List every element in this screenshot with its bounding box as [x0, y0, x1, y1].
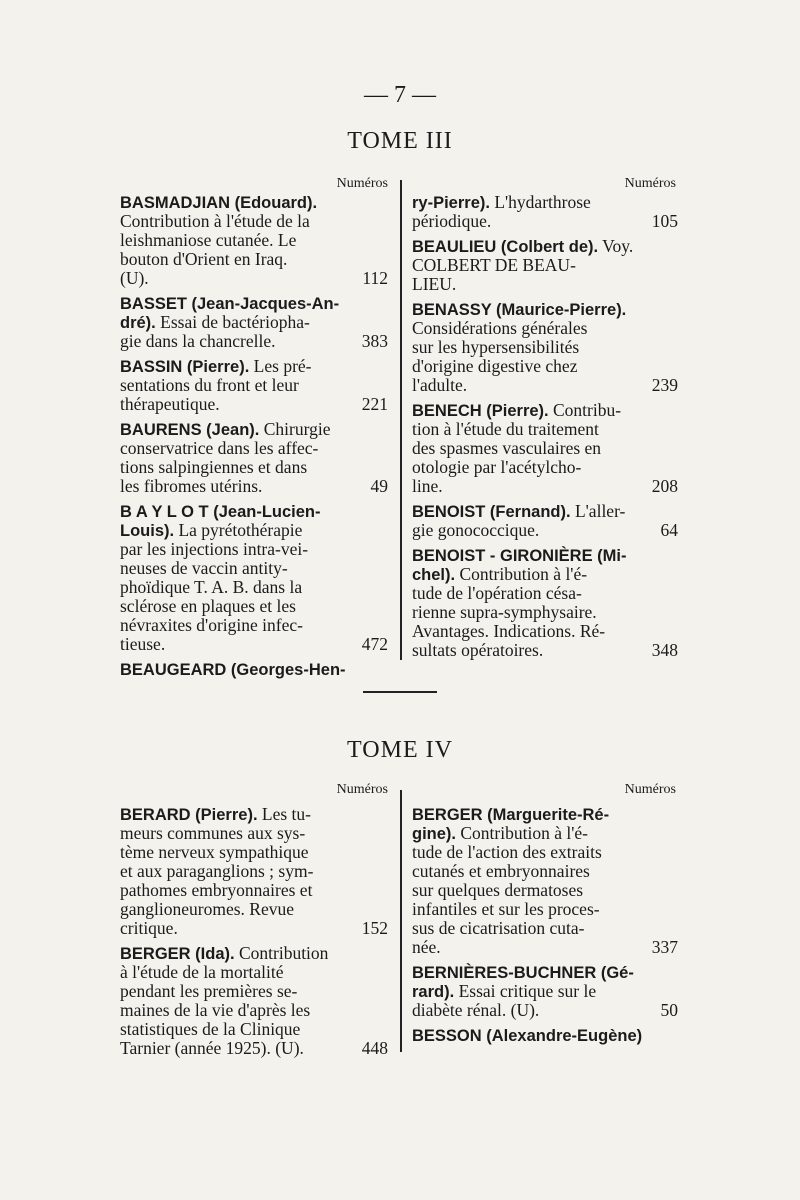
- thesis-number: 383: [361, 331, 388, 351]
- entry-line: [120, 313, 388, 332]
- thesis-number: 112: [362, 268, 388, 288]
- entry-text: LIEU.: [412, 274, 457, 294]
- entry-line-text: [412, 337, 579, 357]
- thesis-number: 50: [660, 1000, 678, 1020]
- entry-line: [120, 420, 388, 439]
- thesis-number: 221: [361, 394, 388, 414]
- entry-text: thérapeutique.: [120, 394, 220, 414]
- entry-text: sultats opératoires.: [412, 640, 544, 660]
- entry-line: [412, 805, 678, 824]
- entry-line: [412, 938, 678, 957]
- entry-text: Avantages. Indications. Ré-: [412, 621, 606, 641]
- thesis-number: 472: [361, 634, 388, 654]
- entry-text: Les pré-: [249, 356, 312, 376]
- entry-line: [412, 622, 678, 641]
- entry-line: [412, 919, 678, 938]
- entry-line-text: [120, 375, 299, 395]
- entry-line-text: [120, 943, 328, 963]
- entry-text: conservatrice dans les affec-: [120, 438, 319, 458]
- author-name: BERNIÈRES-BUCHNER (Gé-: [412, 964, 634, 982]
- entry-line-text: [412, 545, 627, 565]
- page-number: — 7 —: [364, 82, 436, 108]
- entry-line-text: [120, 312, 310, 332]
- section-divider: [363, 691, 437, 693]
- entry-line-text: [120, 899, 294, 919]
- entry-line-text: [120, 842, 309, 862]
- entry-line: [120, 1001, 388, 1020]
- entry-line-text: [120, 539, 308, 559]
- entry-line: [412, 1026, 678, 1045]
- entry-line-text: [412, 981, 596, 1001]
- entry-line: [120, 231, 388, 250]
- entry-text: critique.: [120, 918, 178, 938]
- entry-line: [120, 635, 388, 654]
- entry-line-text: [120, 615, 303, 635]
- entry-line: [120, 269, 388, 288]
- entry-text: et aux paraganglions ; sym-: [120, 861, 314, 881]
- entry-line: [120, 1039, 388, 1058]
- entry-line-text: [120, 476, 262, 496]
- entry-line: [120, 332, 388, 351]
- entry-text: bouton d'Orient en Iraq.: [120, 249, 288, 269]
- entry-line-text: [412, 583, 582, 603]
- entry-text: sur quelques dermatoses: [412, 880, 584, 900]
- entry-line: [412, 193, 678, 212]
- thesis-number: 239: [651, 375, 678, 395]
- entry-line: [412, 256, 678, 275]
- entry-line: [120, 521, 388, 540]
- index-entry: [412, 300, 678, 395]
- index-entry: [120, 502, 388, 654]
- entry-line-text: [412, 211, 491, 231]
- entry-line: [412, 641, 678, 660]
- entry-line: [412, 237, 678, 256]
- index-entry: [412, 963, 678, 1020]
- entry-text: tude de l'opération césa-: [412, 583, 582, 603]
- entry-line: [412, 477, 678, 496]
- entry-line-text: [120, 211, 310, 231]
- entry-line-text: [412, 520, 539, 540]
- author-name: chel).: [412, 566, 456, 584]
- tome3-column-divider: [400, 180, 402, 660]
- entry-text: L'aller-: [570, 501, 626, 521]
- entry-line-text: [120, 880, 312, 900]
- index-entry: [412, 805, 678, 957]
- author-name: BEAUGEARD (Georges-Hen-: [120, 661, 346, 679]
- entry-line-text: [412, 564, 587, 584]
- entry-line-text: [120, 249, 287, 269]
- entry-line-text: [120, 293, 339, 313]
- entry-text: Essai de bactériopha-: [155, 312, 310, 332]
- index-entry: [120, 805, 388, 938]
- author-name: B A Y L O T (Jean-Lucien-: [120, 503, 321, 521]
- author-name: BASSIN (Pierre).: [120, 358, 250, 376]
- entry-line-text: [120, 192, 317, 212]
- author-name: dré).: [120, 314, 156, 332]
- entry-line: [412, 357, 678, 376]
- entry-line-text: [412, 476, 443, 496]
- author-name: BERGER (Ida).: [120, 945, 235, 963]
- entry-line-text: [120, 520, 302, 540]
- entry-line-text: [120, 438, 318, 458]
- index-entry: [120, 357, 388, 414]
- thesis-number: 208: [651, 476, 678, 496]
- entry-line: [412, 603, 678, 622]
- thesis-number: 348: [651, 640, 678, 660]
- entry-text: Les tu-: [257, 804, 311, 824]
- entry-line-text: [120, 558, 288, 578]
- entry-text: les fibromes utérins.: [120, 476, 263, 496]
- entry-text: Contribution à l'é-: [456, 823, 588, 843]
- entry-line: [120, 805, 388, 824]
- entry-line-text: [412, 1025, 642, 1045]
- entry-line: [412, 521, 678, 540]
- entry-line: [120, 900, 388, 919]
- thesis-number: 448: [361, 1038, 388, 1058]
- entry-text: (U).: [120, 268, 149, 288]
- entry-line-text: [120, 596, 296, 616]
- entry-line-text: [412, 501, 625, 521]
- index-entry: [412, 1026, 678, 1045]
- index-entry: [412, 502, 678, 540]
- entry-line-text: [412, 937, 441, 957]
- entry-text: pathomes embryonnaires et: [120, 880, 313, 900]
- entry-line-text: [412, 255, 576, 275]
- entry-line-text: [120, 823, 305, 843]
- entry-line-text: [412, 419, 599, 439]
- entry-text: des spasmes vasculaires en: [412, 438, 602, 458]
- entry-line-text: [412, 621, 605, 641]
- entry-text: meurs communes aux sys-: [120, 823, 306, 843]
- entry-line: [120, 559, 388, 578]
- entry-text: Contribution: [234, 943, 329, 963]
- entry-line: [412, 900, 678, 919]
- entry-line: [412, 420, 678, 439]
- entry-text: tion à l'étude du traitement: [412, 419, 599, 439]
- entry-text: tème nerveux sympathique: [120, 842, 309, 862]
- index-entry: [120, 420, 388, 496]
- tome3-right-numeros-header: Numéros: [624, 176, 676, 191]
- author-name: BENOIST - GIRONIÈRE (Mi-: [412, 547, 627, 565]
- entry-line-text: [412, 861, 590, 881]
- entry-text: COLBERT DE BEAU-: [412, 255, 576, 275]
- entry-line: [412, 502, 678, 521]
- entry-text: tieuse.: [120, 634, 166, 654]
- entry-text: sentations du front et leur: [120, 375, 299, 395]
- entry-line-text: [120, 356, 312, 376]
- entry-text: d'origine digestive chez: [412, 356, 578, 376]
- entry-line: [120, 395, 388, 414]
- entry-line: [120, 919, 388, 938]
- entry-line: [412, 824, 678, 843]
- author-name: gine).: [412, 825, 456, 843]
- entry-text: phoïdique T. A. B. dans la: [120, 577, 303, 597]
- entry-line: [412, 439, 678, 458]
- entry-text: otologie par l'acétylcho-: [412, 457, 582, 477]
- entry-line-text: [412, 274, 456, 294]
- entry-line: [120, 616, 388, 635]
- entry-line-text: [120, 918, 178, 938]
- entry-line: [120, 439, 388, 458]
- entry-line-text: [120, 394, 220, 414]
- entry-line: [412, 458, 678, 477]
- tome4-left-numeros-header: Numéros: [336, 782, 388, 797]
- entry-line: [412, 300, 678, 319]
- entry-line-text: [120, 861, 313, 881]
- entry-text: sur les hypersensibilités: [412, 337, 580, 357]
- entry-line: [120, 477, 388, 496]
- entry-line-text: [412, 457, 581, 477]
- entry-line: [120, 963, 388, 982]
- entry-line-text: [120, 419, 331, 439]
- entry-line: [412, 546, 678, 565]
- entry-line: [120, 597, 388, 616]
- thesis-number: 49: [370, 476, 388, 496]
- entry-line: [412, 338, 678, 357]
- entry-line-text: [412, 962, 634, 982]
- entry-line: [120, 502, 388, 521]
- entry-line: [120, 193, 388, 212]
- entry-line: [120, 1020, 388, 1039]
- entry-line-text: [120, 457, 307, 477]
- thesis-number: 105: [651, 211, 678, 231]
- author-name: rard).: [412, 983, 455, 1001]
- entry-line-text: [120, 634, 165, 654]
- entry-line-text: [120, 1038, 304, 1058]
- author-name: BENASSY (Maurice-Pierre).: [412, 301, 627, 319]
- entry-line-text: [412, 823, 588, 843]
- entry-line-text: [412, 400, 621, 420]
- entry-text: La pyrétothérapie: [174, 520, 303, 540]
- entry-line: [120, 578, 388, 597]
- entry-text: tude de l'action des extraits: [412, 842, 602, 862]
- entry-line-text: [120, 962, 284, 982]
- author-name: BERARD (Pierre).: [120, 806, 258, 824]
- entry-text: Essai critique sur le: [454, 981, 597, 1001]
- entry-line: [120, 357, 388, 376]
- entry-line-text: [120, 331, 275, 351]
- entry-line-text: [412, 318, 587, 338]
- entry-line: [120, 843, 388, 862]
- entry-line: [412, 212, 678, 231]
- index-entry: [412, 401, 678, 496]
- entry-text: l'adulte.: [412, 375, 468, 395]
- entry-line: [412, 843, 678, 862]
- entry-line-text: [412, 299, 626, 319]
- entry-text: sclérose en plaques et les: [120, 596, 296, 616]
- tome-iii-title: TOME III: [347, 128, 453, 154]
- entry-text: neuses de vaccin antity-: [120, 558, 288, 578]
- entry-line: [120, 376, 388, 395]
- entry-line: [120, 944, 388, 963]
- entry-text: Contribution à l'étude de la: [120, 211, 310, 231]
- author-name: BASMADJIAN (Edouard).: [120, 194, 318, 212]
- index-entry: [412, 193, 678, 231]
- author-name: BASSET (Jean-Jacques-An-: [120, 295, 340, 313]
- tome4-right-numeros-header: Numéros: [624, 782, 676, 797]
- thesis-number: 64: [660, 520, 678, 540]
- author-name: Louis).: [120, 522, 175, 540]
- entry-line: [120, 212, 388, 231]
- entry-line-text: [412, 602, 597, 622]
- entry-line: [120, 458, 388, 477]
- index-entry: [120, 944, 388, 1058]
- entry-text: Tarnier (année 1925). (U).: [120, 1038, 304, 1058]
- entry-line: [120, 294, 388, 313]
- entry-text: Contribu-: [548, 400, 622, 420]
- entry-line: [412, 1001, 678, 1020]
- author-name: BENECH (Pierre).: [412, 402, 549, 420]
- entry-text: Chirurgie: [259, 419, 331, 439]
- entry-line: [412, 319, 678, 338]
- entry-line: [412, 401, 678, 420]
- entry-text: L'hydarthrose: [489, 192, 591, 212]
- tome-iv-title: TOME IV: [347, 737, 453, 763]
- author-name: BEAULIEU (Colbert de).: [412, 238, 599, 256]
- entry-line-text: [412, 804, 609, 824]
- entry-text: infantiles et sur les proces-: [412, 899, 600, 919]
- entry-line-text: [412, 236, 633, 256]
- entry-line-text: [120, 659, 346, 679]
- entry-line: [412, 565, 678, 584]
- entry-line-text: [412, 899, 600, 919]
- entry-text: ganglioneuromes. Revue: [120, 899, 294, 919]
- index-entry: [120, 193, 388, 288]
- entry-line-text: [120, 501, 320, 521]
- entry-line-text: [120, 1000, 310, 1020]
- thesis-number: 152: [361, 918, 388, 938]
- entry-line-text: [412, 192, 591, 212]
- entry-line-text: [412, 375, 467, 395]
- entry-line-text: [412, 880, 583, 900]
- entry-text: née.: [412, 937, 441, 957]
- entry-text: leishmaniose cutanée. Le: [120, 230, 297, 250]
- entry-line: [120, 881, 388, 900]
- entry-text: rienne supra-symphysaire.: [412, 602, 597, 622]
- entry-text: périodique.: [412, 211, 492, 231]
- entry-line-text: [120, 1019, 300, 1039]
- entry-line: [412, 963, 678, 982]
- entry-line: [412, 862, 678, 881]
- entry-line: [412, 584, 678, 603]
- entry-line-text: [412, 1000, 539, 1020]
- entry-line: [120, 824, 388, 843]
- entry-line-text: [412, 918, 585, 938]
- entry-line: [412, 376, 678, 395]
- entry-line: [120, 660, 388, 679]
- index-entry: [120, 294, 388, 351]
- author-name: ry-Pierre).: [412, 194, 490, 212]
- author-name: BAURENS (Jean).: [120, 421, 260, 439]
- entry-text: sus de cicatrisation cuta-: [412, 918, 585, 938]
- index-entry: [412, 237, 678, 294]
- index-entry: [412, 546, 678, 660]
- entry-text: statistiques de la Clinique: [120, 1019, 301, 1039]
- entry-line: [412, 982, 678, 1001]
- entry-line-text: [412, 356, 577, 376]
- entry-line-text: [120, 981, 297, 1001]
- entry-text: Voy.: [598, 236, 634, 256]
- entry-line: [412, 881, 678, 900]
- author-name: BENOIST (Fernand).: [412, 503, 571, 521]
- entry-line-text: [120, 268, 149, 288]
- entry-line: [120, 862, 388, 881]
- entry-text: cutanés et embryonnaires: [412, 861, 590, 881]
- tome3-left-numeros-header: Numéros: [336, 176, 388, 191]
- entry-line: [412, 275, 678, 294]
- entry-text: Contribution à l'é-: [455, 564, 588, 584]
- thesis-number: 337: [651, 937, 678, 957]
- author-name: BERGER (Marguerite-Ré-: [412, 806, 610, 824]
- entry-text: gie gonococcique.: [412, 520, 540, 540]
- entry-text: par les injections intra-vei-: [120, 539, 309, 559]
- entry-text: maines de la vie d'après les: [120, 1000, 311, 1020]
- entry-text: pendant les premières se-: [120, 981, 298, 1001]
- entry-text: névraxites d'origine infec-: [120, 615, 303, 635]
- tome4-column-divider: [400, 790, 402, 1052]
- entry-line-text: [120, 804, 311, 824]
- entry-text: diabète rénal. (U).: [412, 1000, 540, 1020]
- entry-line-text: [120, 230, 296, 250]
- entry-line-text: [412, 640, 543, 660]
- author-name: BESSON (Alexandre-Eugène): [412, 1027, 643, 1045]
- entry-text: gie dans la chancrelle.: [120, 331, 276, 351]
- entry-text: Considérations générales: [412, 318, 588, 338]
- entry-line: [120, 250, 388, 269]
- entry-line-text: [412, 438, 601, 458]
- entry-text: à l'étude de la mortalité: [120, 962, 284, 982]
- entry-line-text: [412, 842, 602, 862]
- entry-text: line.: [412, 476, 443, 496]
- entry-line: [120, 982, 388, 1001]
- entry-text: tions salpingiennes et dans: [120, 457, 308, 477]
- index-entry: [120, 660, 388, 679]
- entry-line: [120, 540, 388, 559]
- entry-line-text: [120, 577, 302, 597]
